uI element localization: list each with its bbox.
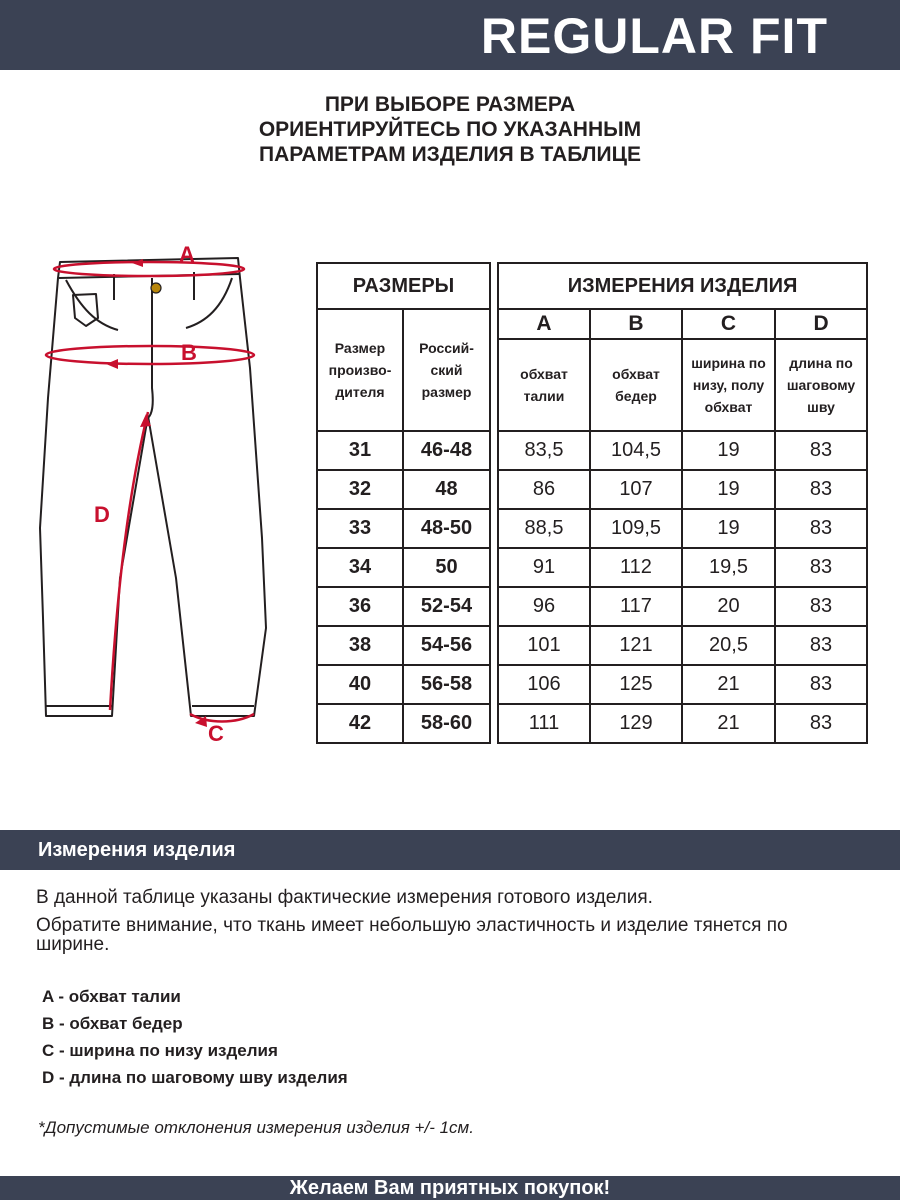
hip-value: 112 [590, 548, 682, 587]
russian-size-cell: 52-54 [403, 587, 490, 626]
inseam-value: 83 [775, 548, 867, 587]
hem-width-value: 21 [682, 704, 775, 743]
maker-size-cell: 34 [317, 548, 403, 587]
legend-item-d: D - длина по шаговому шву изделия [42, 1068, 348, 1087]
maker-size-cell: 31 [317, 431, 403, 470]
column-letter-a: A [498, 309, 590, 339]
label-a: A [179, 242, 195, 267]
size-row [317, 665, 490, 704]
russian-size-cell: 58-60 [403, 704, 490, 743]
hip-header: обхват бедер [590, 339, 682, 431]
info-section-bar: Измерения изделия [0, 830, 900, 870]
headline-line-2: ОРИЕНТИРУЙТЕСЬ ПО УКАЗАННЫМ [258, 118, 642, 141]
hip-value: 129 [590, 704, 682, 743]
inseam-value: 83 [775, 665, 867, 704]
hip-value: 107 [590, 470, 682, 509]
waist-value: 91 [498, 548, 590, 587]
headline-line-1: ПРИ ВЫБОРЕ РАЗМЕРА [324, 93, 576, 116]
label-d: D [94, 502, 110, 527]
inseam-header: длина по шаговому шву [775, 339, 867, 431]
inseam-value: 83 [775, 470, 867, 509]
russian-size-header: Россий- ский размер [403, 309, 490, 431]
sizes-table-title: РАЗМЕРЫ [317, 263, 490, 309]
header-banner [0, 0, 900, 70]
russian-size-cell: 46-48 [403, 431, 490, 470]
waist-value: 88,5 [498, 509, 590, 548]
maker-size-cell: 38 [317, 626, 403, 665]
legend-item-b: B - обхват бедер [42, 1014, 183, 1033]
waist-header: обхват талии [498, 339, 590, 431]
hem-width-value: 19 [682, 509, 775, 548]
inseam-value: 83 [775, 587, 867, 626]
russian-size-cell: 50 [403, 548, 490, 587]
headline-line-3: ПАРАМЕТРАМ ИЗДЕЛИЯ В ТАБЛИЦЕ [259, 143, 641, 166]
measurements-table [497, 262, 868, 744]
jeans-diagram [26, 238, 276, 758]
measurement-row [498, 431, 867, 470]
size-row [317, 431, 490, 470]
size-row [317, 587, 490, 626]
hem-width-value: 20,5 [682, 626, 775, 665]
inseam-value: 83 [775, 509, 867, 548]
info-paragraph-2: Обратите внимание, что ткань имеет небольшую эластичность и изделие тянется по ширине. [36, 915, 788, 955]
fit-title: REGULAR FIT [480, 8, 828, 64]
inseam-value: 83 [775, 704, 867, 743]
size-row [317, 509, 490, 548]
label-c: C [208, 721, 224, 746]
maker-size-header: Размер произво- дителя [317, 309, 403, 431]
maker-size-cell: 33 [317, 509, 403, 548]
hip-value: 109,5 [590, 509, 682, 548]
measurement-row [498, 470, 867, 509]
measurement-row [498, 548, 867, 587]
inseam-value: 83 [775, 431, 867, 470]
maker-size-cell: 36 [317, 587, 403, 626]
hip-value: 104,5 [590, 431, 682, 470]
hem-width-value: 21 [682, 665, 775, 704]
waist-value: 86 [498, 470, 590, 509]
maker-size-cell: 32 [317, 470, 403, 509]
russian-size-cell: 48 [403, 470, 490, 509]
legend-item-c: C - ширина по низу изделия [42, 1041, 278, 1060]
russian-size-cell: 48-50 [403, 509, 490, 548]
waist-value: 96 [498, 587, 590, 626]
hem-width-value: 20 [682, 587, 775, 626]
legend-item-a: A - обхват талии [42, 987, 181, 1006]
size-row [317, 704, 490, 743]
russian-size-cell: 56-58 [403, 665, 490, 704]
size-row [317, 470, 490, 509]
headline [160, 92, 740, 167]
maker-size-cell: 40 [317, 665, 403, 704]
info-paragraph-1: В данной таблице указаны фактические измерения готового изделия. [36, 887, 653, 908]
waist-value: 83,5 [498, 431, 590, 470]
hem-width-value: 19 [682, 431, 775, 470]
column-letter-b: B [590, 309, 682, 339]
measurement-row [498, 587, 867, 626]
waist-value: 106 [498, 665, 590, 704]
hem-width-value: 19 [682, 470, 775, 509]
column-letter-c: C [682, 309, 775, 339]
measurement-row [498, 665, 867, 704]
measurement-row [498, 704, 867, 743]
hip-value: 125 [590, 665, 682, 704]
size-row [317, 548, 490, 587]
inseam-value: 83 [775, 626, 867, 665]
waist-value: 101 [498, 626, 590, 665]
maker-size-cell: 42 [317, 704, 403, 743]
hip-value: 121 [590, 626, 682, 665]
tolerance-note: *Допустимые отклонения измерения изделия +/- 1см. [38, 1118, 474, 1137]
hem-width-value: 19,5 [682, 548, 775, 587]
waist-value: 111 [498, 704, 590, 743]
measurement-row [498, 626, 867, 665]
hip-value: 117 [590, 587, 682, 626]
sizes-table [316, 262, 491, 744]
label-b: B [181, 340, 197, 365]
column-letter-d: D [775, 309, 867, 339]
measurements-table-title: ИЗМЕРЕНИЯ ИЗДЕЛИЯ [498, 263, 867, 309]
button [151, 283, 161, 293]
measurement-row [498, 509, 867, 548]
size-row [317, 626, 490, 665]
russian-size-cell: 54-56 [403, 626, 490, 665]
footer-bar: Желаем Вам приятных покупок! [0, 1176, 900, 1200]
hem-width-header: ширина по низу, полу обхват [682, 339, 775, 431]
